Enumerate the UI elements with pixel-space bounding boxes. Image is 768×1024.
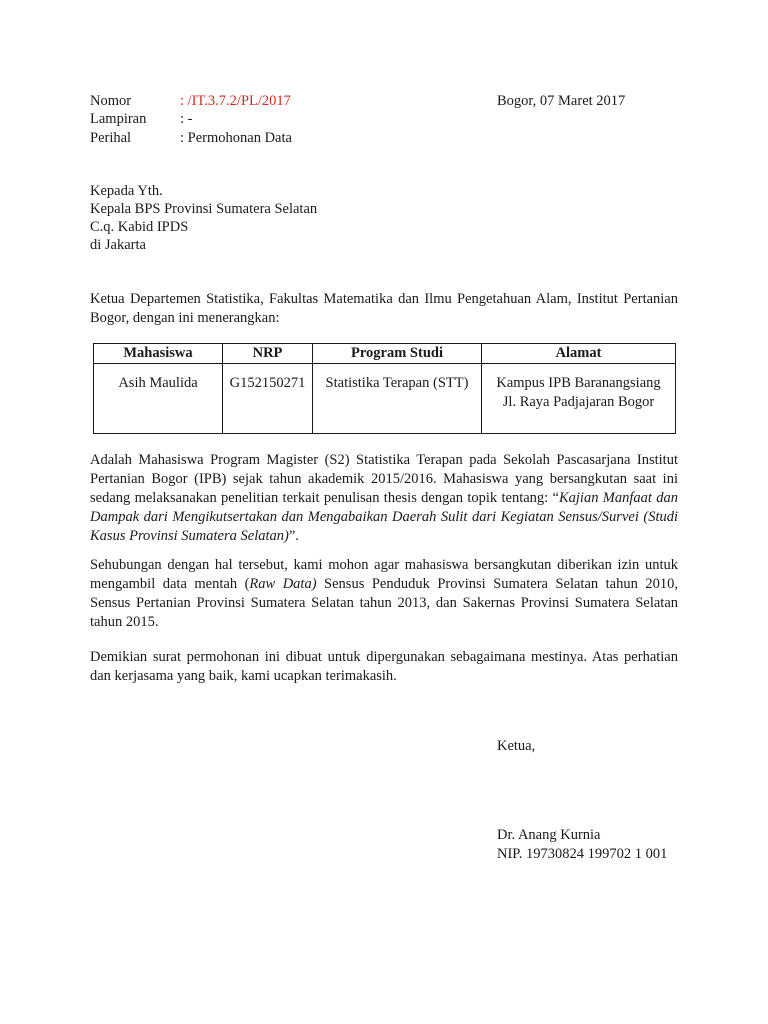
cell-mahasiswa: Asih Maulida	[94, 364, 223, 434]
lampiran-label: Lampiran	[90, 111, 147, 127]
table-header-nrp: NRP	[223, 344, 313, 364]
table-row	[94, 364, 676, 434]
cell-nrp: G152150271	[223, 364, 313, 434]
paragraph-student-status	[90, 451, 678, 546]
paragraph-request-text	[90, 556, 678, 632]
nomor-value: : /IT.3.7.2/PL/2017	[180, 93, 291, 109]
closing-text: Demikian surat permohonan ini dibuat untuk dipergunakan sebagaimana mestinya. Atas perhatian dan kerjasama yang baik, kami ucapkan terimakasih.	[90, 649, 678, 684]
student-table	[93, 343, 676, 434]
table-header-mahasiswa: Mahasiswa	[94, 344, 223, 364]
recipient-line: di Jakarta	[90, 237, 146, 253]
paragraph-request	[90, 556, 678, 632]
recipient-line: Kepada Yth.	[90, 183, 163, 199]
paragraph-closing	[90, 648, 678, 686]
cell-alamat	[482, 364, 676, 434]
para2-before: Sehubungan dengan hal tersebut, kami mohon agar mahasiswa bersangkutan diberikan izin untuk mengambil data mentah (	[90, 557, 678, 592]
para1-text: Adalah Mahasiswa Program Magister (S2) Statistika Terapan pada Sekolah Pascasarjana Institut Pertanian Bogor (IPB) sejak tahun akademik 2015/2016. Mahasiswa yang bersangkutan saat ini sedang melaksanakan penelitian terkait penulisan thesis dengan topik tentang: “	[90, 452, 678, 506]
table-header-program-studi: Program Studi	[313, 344, 482, 364]
paragraph-student-status-text	[90, 451, 678, 546]
recipient-line: C.q. Kabid IPDS	[90, 219, 189, 235]
table-header-row	[94, 344, 676, 364]
thesis-title: Kajian Manfaat dan Dampak dari Mengikutsertakan dan Mengabaikan Daerah Sulit dari Kegiatan Sensus/Survei (Studi Kasus Provinsi Sumatera Selatan)	[90, 490, 678, 544]
intro-paragraph	[90, 290, 678, 328]
perihal-label: Perihal	[90, 130, 132, 146]
intro-text: Ketua Departemen Statistika, Fakultas Matematika dan Ilmu Pengetahuan Alam, Institut Pertanian Bogor, dengan ini menerangkan:	[90, 291, 678, 326]
place-date: Bogor, 07 Maret 2017	[497, 93, 626, 109]
para2-after: Sensus Penduduk Provinsi Sumatera Selatan tahun 2010, Sensus Pertanian Provinsi Sumatera Selatan tahun 2013, dan Sakernas Provinsi Sumatera Selatan tahun 2015.	[90, 576, 679, 630]
table-header-alamat: Alamat	[482, 344, 676, 364]
raw-data-term: Raw Data)	[249, 576, 317, 592]
lampiran-value: : -	[180, 111, 193, 127]
recipient-line: Kepala BPS Provinsi Sumatera Selatan	[90, 201, 318, 217]
signature-role: Ketua,	[497, 738, 536, 754]
signature-nip: NIP. 19730824 199702 1 001	[497, 846, 668, 862]
alamat-line-1: Kampus IPB Baranangsiang	[496, 375, 661, 391]
para1-end: ”.	[288, 528, 299, 544]
alamat-line-2: Jl. Raya Padjajaran Bogor	[502, 394, 655, 410]
perihal-value: : Permohonan Data	[180, 130, 292, 146]
cell-program-studi: Statistika Terapan (STT)	[313, 364, 482, 434]
nomor-label: Nomor	[90, 93, 132, 109]
signature-name: Dr. Anang Kurnia	[497, 827, 601, 843]
